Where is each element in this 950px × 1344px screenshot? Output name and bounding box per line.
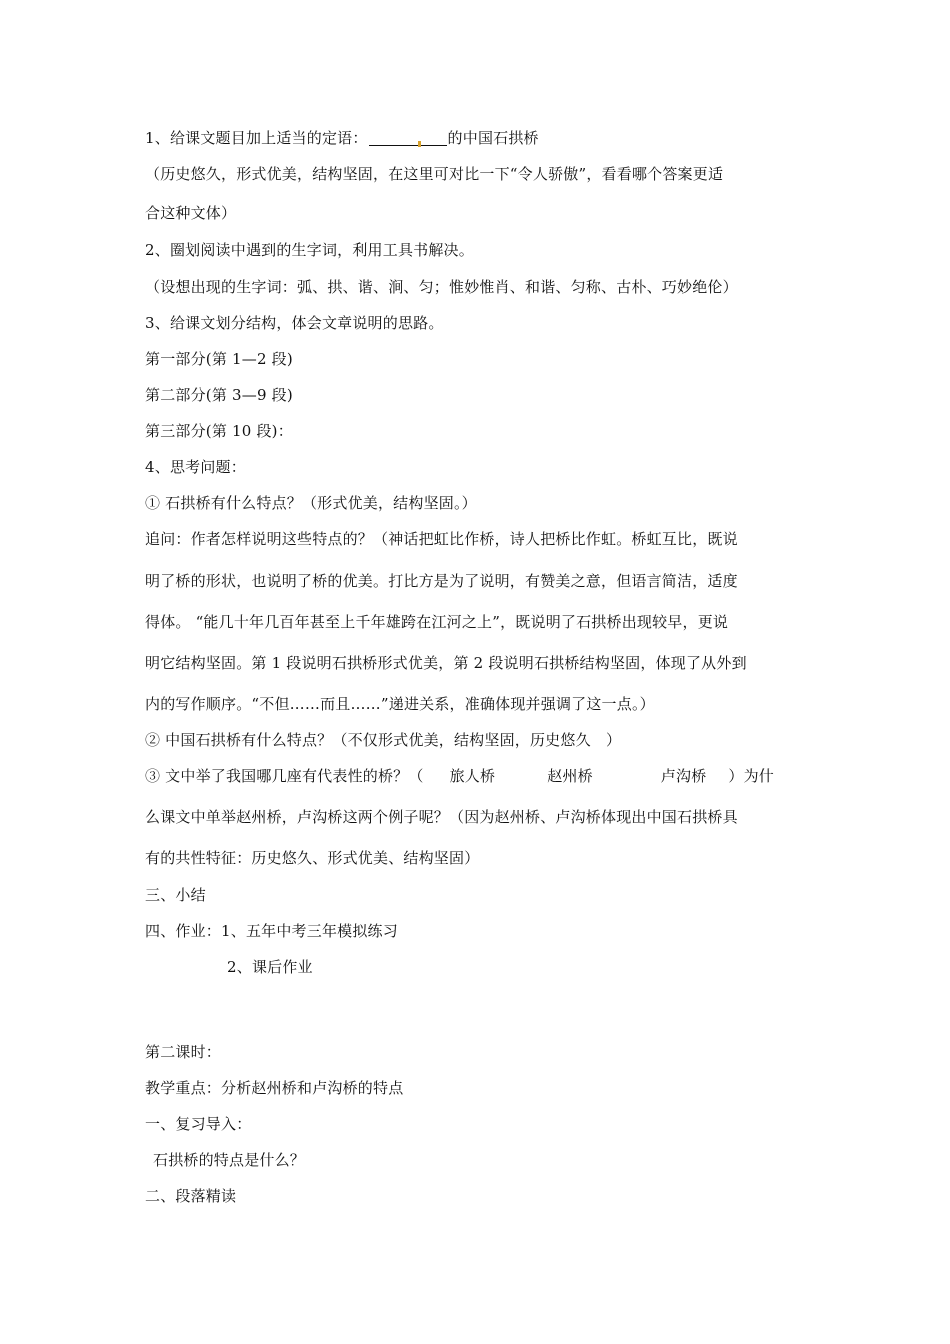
- text-cursor: [418, 141, 421, 147]
- followup-line-4: 明它结构坚固。第 1 段说明石拱桥形式优美，第 2 段说明石拱桥结构坚固，体现了从外到: [145, 654, 747, 672]
- review-question: 石拱桥的特点是什么？: [153, 1151, 306, 1169]
- question-4-item-3-line-2: 么课文中单举赵州桥，卢沟桥这两个例子呢？（因为赵州桥、卢沟桥体现出中国石拱桥具: [145, 808, 738, 826]
- followup-line-3: 得体。 “能几十年几百年甚至上千年雄跨在江河之上”，既说明了石拱桥出现较早，更说: [145, 613, 729, 631]
- question-4-item-3-line-3: 有的共性特征：历史悠久、形式优美、结构坚固）: [145, 849, 480, 867]
- section-review: 一、复习导入：: [145, 1115, 252, 1133]
- answer-blank[interactable]: [369, 129, 447, 146]
- question-2: 2、圈划阅读中遇到的生字词，利用工具书解决。: [145, 241, 474, 259]
- question-4-item-1: ① 石拱桥有什么特点？（形式优美，结构坚固。）: [145, 494, 477, 512]
- lesson-2-heading: 第二课时：: [145, 1043, 222, 1061]
- teaching-focus: 教学重点：分析赵州桥和卢沟桥的特点: [145, 1079, 404, 1097]
- question-2-note: （设想出现的生字词：弧、拱、谐、涧、匀；惟妙惟肖、和谐、匀称、古朴、巧妙绝伦）: [145, 278, 738, 296]
- structure-part-2: 第二部分(第 3—9 段): [145, 386, 293, 404]
- question-1-note-line-2: 合这种文体）: [145, 204, 237, 222]
- question-3: 3、给课文划分结构，体会文章说明的思路。: [145, 314, 444, 332]
- question-4: 4、思考问题：: [145, 458, 246, 476]
- question-1: [145, 128, 815, 148]
- structure-part-1: 第一部分(第 1—2 段): [145, 350, 293, 368]
- followup-line-5: 内的写作顺序。“不但……而且……”递进关系，准确体现并强调了这一点。）: [145, 695, 655, 713]
- section-paragraph-reading: 二、段落精读: [145, 1187, 237, 1205]
- section-summary: 三、小结: [145, 886, 206, 904]
- followup-line-2: 明了桥的形状，也说明了桥的优美。打比方是为了说明，有赞美之意，但语言简洁，适度: [145, 572, 738, 590]
- question-4-item-2: ② 中国石拱桥有什么特点？（不仅形式优美，结构坚固，历史悠久 ）: [145, 731, 622, 749]
- bridge-name-1: 旅人桥: [449, 767, 496, 785]
- question-4-item-3-suffix: ）为什: [728, 767, 775, 785]
- homework-item-2: 2、课后作业: [227, 958, 313, 976]
- structure-part-3: 第三部分(第 10 段)：: [145, 422, 293, 440]
- followup-line-1: 追问：作者怎样说明这些特点的？（神话把虹比作桥，诗人把桥比作虹。桥虹互比，既说: [145, 530, 738, 548]
- question-1-suffix: 的中国石拱桥: [447, 129, 539, 147]
- question-1-note-line-1: （历史悠久，形式优美，结构坚固，在这里可对比一下“令人骄傲”，看看哪个答案更适: [145, 165, 724, 183]
- question-4-item-3: [145, 766, 815, 786]
- bridge-name-2: 赵州桥: [547, 767, 593, 785]
- bridge-name-3: 卢沟桥: [660, 767, 707, 785]
- question-4-item-3-prefix: ③ 文中举了我国哪几座有代表性的桥？（: [145, 767, 424, 785]
- section-homework: 四、作业：1、五年中考三年模拟练习: [145, 922, 398, 940]
- question-1-prefix: 1、给课文题目加上适当的定语：: [145, 129, 368, 147]
